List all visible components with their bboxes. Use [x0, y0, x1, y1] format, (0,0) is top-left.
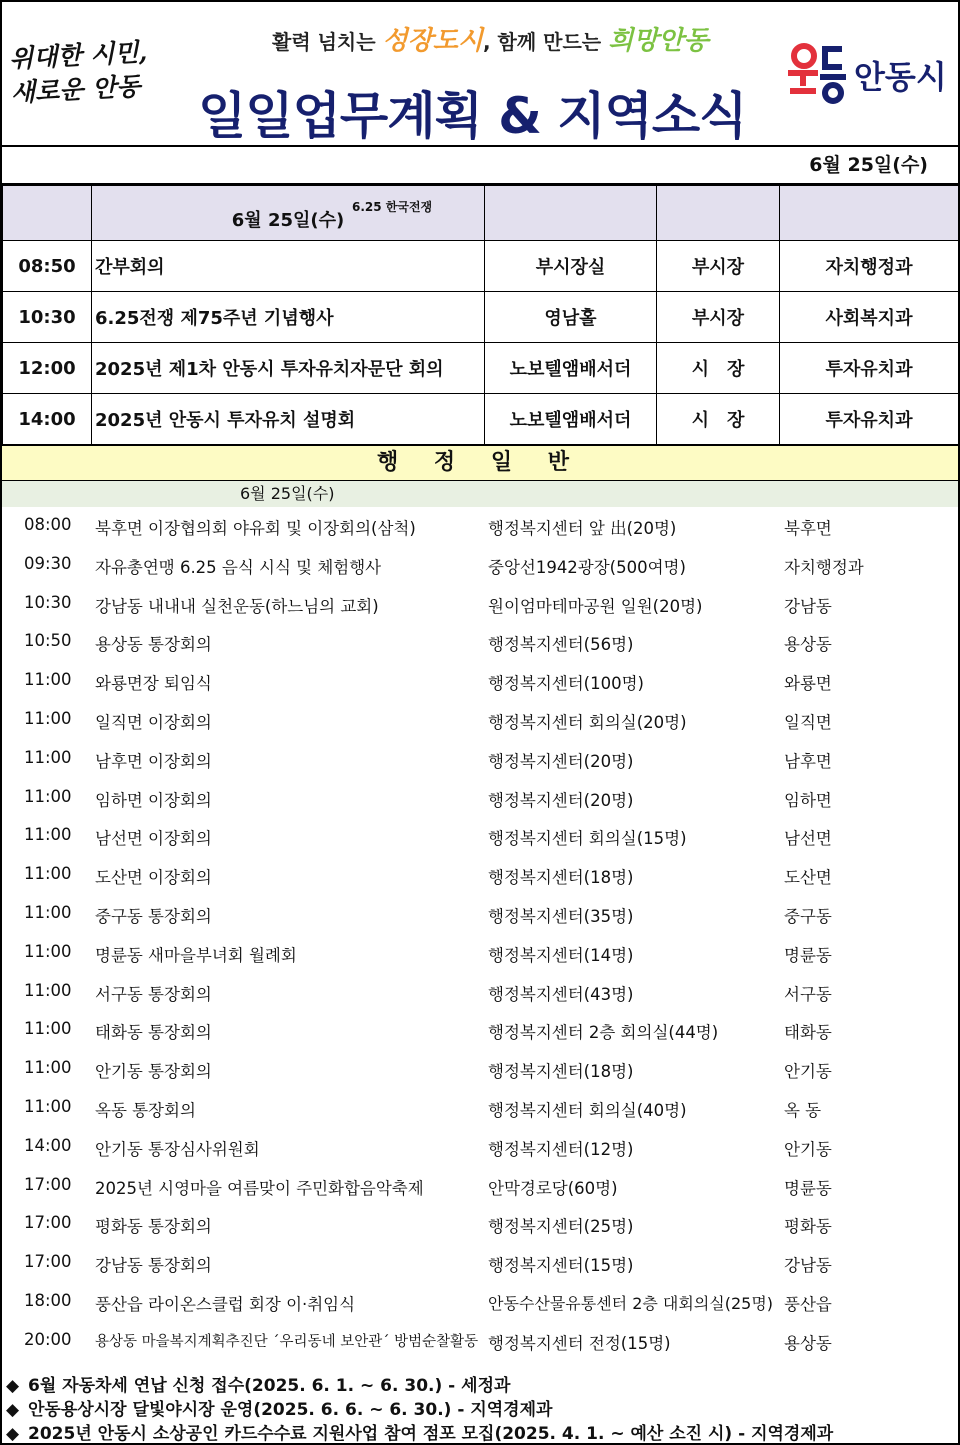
admin-place: 행정복지센터(15명) — [488, 1256, 634, 1276]
admin-place: 행정복지센터(18명) — [488, 1062, 634, 1082]
schedule-place: 영남홀 — [485, 292, 657, 343]
admin-dept: 용상동 — [784, 635, 832, 655]
notice-item — [6, 1422, 954, 1445]
admin-dept: 명륜동 — [784, 945, 832, 965]
admin-time: 11:00 — [24, 825, 72, 845]
admin-time: 11:00 — [24, 708, 72, 728]
admin-dept: 중구동 — [784, 906, 832, 926]
admin-time: 11:00 — [24, 1019, 72, 1039]
admin-row — [2, 856, 958, 895]
admin-place: 행정복지센터 회의실(20명) — [488, 712, 687, 732]
admin-row — [2, 507, 958, 546]
admin-dept: 태화동 — [784, 1023, 832, 1043]
admin-dept: 임하면 — [784, 790, 832, 810]
admin-time: 18:00 — [24, 1290, 72, 1310]
diamond-bullet-icon: ◆ — [6, 1400, 20, 1420]
admin-title: 남선면 이장회의 — [95, 829, 212, 849]
admin-place: 행정복지센터(100명) — [488, 674, 644, 694]
schedule-head-note: 6.25 한국전쟁 — [352, 200, 433, 214]
admin-row — [2, 1283, 958, 1322]
schedule-place: 노보텔앰배서더 — [485, 394, 657, 445]
admin-time: 11:00 — [24, 941, 72, 961]
head-cell-empty — [485, 186, 657, 241]
admin-place: 행정복지센터(20명) — [488, 790, 634, 810]
admin-row — [2, 779, 958, 818]
slogan-left — [8, 34, 181, 111]
admin-time: 10:50 — [24, 631, 72, 651]
admin-place: 행정복지센터(18명) — [488, 868, 634, 888]
head-cell-date — [92, 186, 485, 241]
admin-time: 11:00 — [24, 670, 72, 690]
tagline-highlight-1: 성장도시 — [382, 26, 483, 56]
admin-time: 17:00 — [24, 1174, 72, 1194]
schedule-title: 2025년 안동시 투자유치 설명회 — [92, 394, 485, 445]
admin-row — [2, 817, 958, 856]
schedule-place: 노보텔앰배서더 — [485, 343, 657, 394]
admin-row — [2, 623, 958, 662]
admin-place: 행정복지센터 2층 회의실(44명) — [488, 1023, 719, 1043]
head-cell-empty — [3, 186, 92, 241]
admin-dept: 강남동 — [784, 596, 832, 616]
admin-title: 용상동 마을복지계획추진단 ´우리동네 보안관´ 방범순찰활동 — [95, 1333, 479, 1350]
admin-row — [2, 701, 958, 740]
admin-dept: 서구동 — [784, 984, 832, 1004]
schedule-place: 부시장실 — [485, 241, 657, 292]
notice-text: 안동용상시장 달빛야시장 운영(2025. 6. 6. ~ 6. 30.) - 지역경제과 — [28, 1400, 553, 1420]
admin-row — [2, 585, 958, 624]
admin-place: 행정복지센터 회의실(40명) — [488, 1100, 687, 1120]
admin-title: 강남동 내내내 실천운동(하느님의 교회) — [95, 596, 379, 616]
admin-place: 행정복지센터(35명) — [488, 906, 634, 926]
admin-title: 서구동 통장회의 — [95, 984, 212, 1004]
admin-time: 17:00 — [24, 1252, 72, 1272]
notice-list — [6, 1374, 954, 1445]
schedule-attendee: 부시장 — [657, 292, 780, 343]
admin-dept: 안기동 — [784, 1062, 832, 1082]
admin-title: 자유총연맹 6.25 음식 시식 및 체험행사 — [95, 557, 382, 577]
admin-time: 09:30 — [24, 553, 72, 573]
admin-dept: 안기동 — [784, 1139, 832, 1159]
admin-row — [2, 546, 958, 585]
andong-city-logo-icon — [786, 42, 848, 104]
diamond-bullet-icon: ◆ — [6, 1376, 20, 1396]
admin-place: 행정복지센터(14명) — [488, 945, 634, 965]
admin-title: 강남동 통장회의 — [95, 1256, 212, 1276]
schedule-time: 10:30 — [3, 292, 92, 343]
schedule-row — [3, 343, 959, 394]
admin-dept: 남후면 — [784, 751, 832, 771]
admin-time: 11:00 — [24, 786, 72, 806]
schedule-attendee: 부시장 — [657, 241, 780, 292]
admin-dept: 자치행정과 — [784, 557, 864, 577]
admin-dept: 북후면 — [784, 519, 832, 538]
admin-row — [2, 1244, 958, 1283]
admin-place: 원이엄마테마공원 일원(20명) — [488, 596, 703, 616]
admin-dept: 옥 동 — [784, 1100, 822, 1120]
schedule-head-row — [3, 186, 959, 241]
admin-dept: 평화동 — [784, 1217, 832, 1237]
admin-place: 행정복지센터(43명) — [488, 984, 634, 1004]
admin-title: 태화동 통장회의 — [95, 1023, 212, 1043]
admin-place: 행정복지센터(25명) — [488, 1217, 634, 1237]
admin-dept: 와룡면 — [784, 674, 832, 694]
admin-dept: 도산면 — [784, 868, 832, 888]
schedule-row — [3, 292, 959, 343]
admin-title: 와룡면장 퇴임식 — [95, 674, 212, 694]
admin-time: 11:00 — [24, 980, 72, 1000]
admin-row — [2, 1011, 958, 1050]
admin-section-date: 6월 25일(수) — [2, 481, 958, 507]
admin-place: 안동수산물유통센터 2층 대회의실(25명) — [488, 1293, 774, 1313]
schedule-dept: 자치행정과 — [780, 241, 959, 292]
admin-title: 중구동 통장회의 — [95, 906, 212, 926]
admin-time: 10:30 — [24, 592, 72, 612]
schedule-time: 12:00 — [3, 343, 92, 394]
admin-time: 17:00 — [24, 1213, 72, 1233]
schedule-title: 간부회의 — [92, 241, 485, 292]
admin-title: 북후면 이장협의회 야유회 및 이장회의(삼척) — [95, 519, 416, 538]
admin-time: 20:00 — [24, 1329, 72, 1349]
admin-title: 도산면 이장회의 — [95, 868, 212, 888]
admin-place: 행정복지센터(12명) — [488, 1139, 634, 1159]
admin-title: 안기동 통장회의 — [95, 1062, 212, 1082]
admin-row — [2, 662, 958, 701]
admin-dept: 남선면 — [784, 829, 832, 849]
schedule-dept: 투자유치과 — [780, 343, 959, 394]
admin-row — [2, 1205, 958, 1244]
admin-dept: 일직면 — [784, 712, 832, 732]
admin-title: 남후면 이장회의 — [95, 751, 212, 771]
admin-time: 11:00 — [24, 747, 72, 767]
notice-text: 6월 자동차세 연납 신청 접수(2025. 6. 1. ~ 6. 30.) - 세정과 — [28, 1376, 511, 1396]
schedule-row — [3, 241, 959, 292]
admin-row — [2, 1167, 958, 1206]
schedule-title: 6.25전쟁 제75주년 기념행사 — [92, 292, 485, 343]
tagline — [272, 20, 709, 57]
admin-section-title: 행 정 일 반 — [2, 445, 958, 481]
admin-time: 08:00 — [24, 515, 72, 534]
schedule-time: 08:50 — [3, 241, 92, 292]
slogan-line-2: 새로운 안동 — [10, 71, 142, 108]
schedule-row — [3, 394, 959, 445]
tagline-mid: , 함께 만드는 — [483, 30, 609, 54]
admin-time: 11:00 — [24, 1058, 72, 1078]
admin-row — [2, 1050, 958, 1089]
tagline-pre: 활력 넘치는 — [272, 30, 383, 54]
admin-title: 일직면 이장회의 — [95, 712, 212, 732]
schedule-dept: 사회복지과 — [780, 292, 959, 343]
schedule-head-date: 6월 25일(수) — [231, 210, 345, 231]
schedule-table — [2, 185, 959, 445]
header — [2, 2, 958, 147]
schedule-attendee: 시 장 — [657, 343, 780, 394]
admin-row — [2, 895, 958, 934]
admin-row — [2, 973, 958, 1012]
admin-row — [2, 1089, 958, 1128]
admin-title: 안기동 통장심사위원회 — [95, 1139, 260, 1159]
admin-place: 행정복지센터 앞 出(20명) — [488, 519, 677, 538]
notice-text: 2025년 안동시 소상공인 카드수수료 지원사업 참여 점포 모집(2025. 4. 1. ~ 예산 소진 시) - 지역경제과 — [28, 1424, 834, 1444]
admin-dept: 강남동 — [784, 1256, 832, 1276]
logo-text: 안동시 — [854, 58, 947, 96]
admin-row — [2, 740, 958, 779]
admin-row — [2, 1322, 958, 1361]
admin-place: 행정복지센터(56명) — [488, 635, 634, 655]
admin-dept: 용상동 — [784, 1333, 832, 1353]
admin-title: 2025년 시영마을 여름맞이 주민화합음악축제 — [95, 1178, 424, 1198]
admin-title: 임하면 이장회의 — [95, 790, 212, 810]
head-cell-empty — [657, 186, 780, 241]
admin-place: 행정복지센터 회의실(15명) — [488, 829, 687, 849]
admin-title: 용상동 통장회의 — [95, 635, 212, 655]
notice-item — [6, 1398, 954, 1422]
admin-time: 11:00 — [24, 902, 72, 922]
date-bar: 6월 25일(수) — [2, 147, 958, 185]
admin-title: 평화동 통장회의 — [95, 1217, 212, 1237]
page-title: 일일업무계획 & 지역소식 — [198, 87, 747, 145]
admin-dept: 명륜동 — [784, 1178, 832, 1198]
admin-time: 11:00 — [24, 1096, 72, 1116]
admin-title: 명륜동 새마을부녀회 월례회 — [95, 945, 297, 965]
admin-title: 옥동 통장회의 — [95, 1100, 196, 1120]
admin-place: 행정복지센터 전정(15명) — [488, 1333, 671, 1353]
schedule-attendee: 시 장 — [657, 394, 780, 445]
admin-title: 풍산읍 라이온스클럽 회장 이·취임식 — [95, 1294, 356, 1314]
city-logo — [786, 42, 954, 104]
admin-place: 안막경로당(60명) — [488, 1178, 618, 1198]
schedule-title: 2025년 제1차 안동시 투자유치자문단 회의 — [92, 343, 485, 394]
admin-place: 중앙선1942광장(500여명) — [488, 557, 686, 577]
admin-time: 14:00 — [24, 1135, 72, 1155]
head-cell-empty — [780, 186, 959, 241]
admin-place: 행정복지센터(20명) — [488, 751, 634, 771]
admin-row — [2, 934, 958, 973]
slogan-line-1: 위대한 시민, — [8, 37, 148, 74]
schedule-time: 14:00 — [3, 394, 92, 445]
notice-item — [6, 1374, 954, 1398]
tagline-highlight-2: 희망안동 — [608, 26, 709, 56]
admin-list — [2, 507, 958, 1361]
admin-row — [2, 1128, 958, 1167]
schedule-dept: 투자유치과 — [780, 394, 959, 445]
diamond-bullet-icon: ◆ — [6, 1424, 20, 1444]
admin-dept: 풍산읍 — [784, 1294, 832, 1314]
admin-time: 11:00 — [24, 864, 72, 884]
